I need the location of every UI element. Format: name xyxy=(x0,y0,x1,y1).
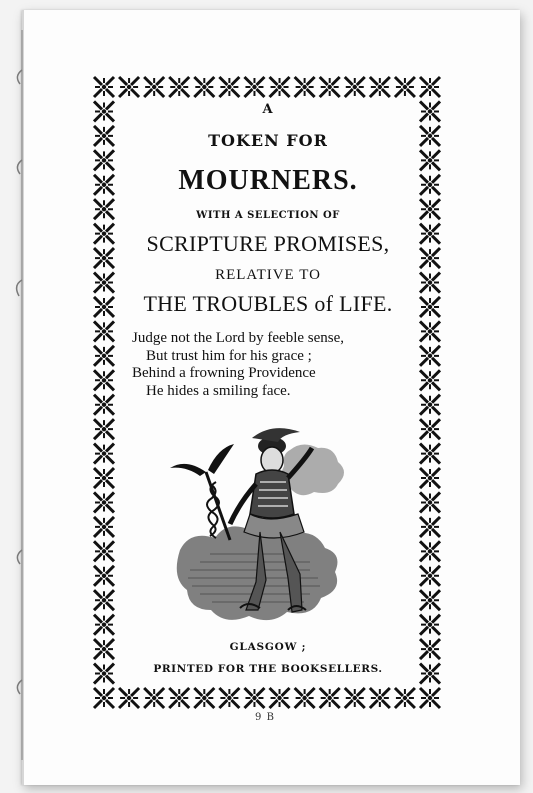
border-ornament xyxy=(418,442,442,466)
border-ornament xyxy=(92,344,116,368)
border-ornament xyxy=(368,686,392,710)
verse-line: Behind a frowning Providence xyxy=(132,365,316,381)
title-line-1: TOKEN FOR xyxy=(208,131,328,150)
border-ornament xyxy=(142,686,166,710)
border-ornament xyxy=(343,75,367,99)
border-ornament xyxy=(418,222,442,246)
border-ornament xyxy=(167,686,191,710)
border-ornament xyxy=(192,686,216,710)
imprint-printer: PRINTED FOR THE BOOKSELLERS. xyxy=(153,663,383,675)
border-ornament xyxy=(92,686,116,710)
border-ornament xyxy=(192,75,216,99)
border-ornament xyxy=(92,442,116,466)
border-ornament xyxy=(92,124,116,148)
border-ornament xyxy=(418,75,442,99)
border-ornament xyxy=(418,637,442,661)
border-ornament xyxy=(418,295,442,319)
border-ornament xyxy=(142,75,166,99)
border-ornament xyxy=(418,466,442,490)
border-ornament xyxy=(418,148,442,172)
border-ornament xyxy=(242,75,266,99)
verse-line: He hides a smiling face. xyxy=(146,382,291,399)
border-ornament xyxy=(117,75,141,99)
border-ornament xyxy=(318,75,342,99)
border-ornament xyxy=(293,75,317,99)
border-ornament xyxy=(418,246,442,270)
border-ornament xyxy=(92,271,116,295)
title-block xyxy=(118,102,418,316)
border-ornament xyxy=(92,148,116,172)
subtitle-line-4: THE TROUBLES of LIFE. xyxy=(143,291,393,316)
border-ornament xyxy=(92,197,116,221)
border-ornament xyxy=(293,686,317,710)
border-ornament xyxy=(418,271,442,295)
border-ornament xyxy=(92,564,116,588)
verse-line: But trust him for his grace ; xyxy=(146,347,312,364)
signature-mark: 9 B xyxy=(255,712,275,723)
border-ornament xyxy=(217,686,241,710)
border-ornament xyxy=(418,99,442,123)
border-ornament xyxy=(418,124,442,148)
title-line-2: MOURNERS. xyxy=(178,165,358,196)
border-ornament xyxy=(92,539,116,563)
border-ornament xyxy=(418,564,442,588)
border-ornament xyxy=(92,637,116,661)
border-ornament xyxy=(92,246,116,270)
border-ornament xyxy=(268,75,292,99)
border-ornament xyxy=(92,368,116,392)
border-ornament xyxy=(343,686,367,710)
border-ornament xyxy=(418,417,442,441)
border-ornament xyxy=(242,686,266,710)
border-ornament xyxy=(418,686,442,710)
border-ornament xyxy=(92,490,116,514)
border-ornament xyxy=(418,662,442,686)
border-ornament xyxy=(92,75,116,99)
border-ornament xyxy=(92,613,116,637)
border-ornament xyxy=(92,173,116,197)
verse-line: Judge not the Lord by feeble sense, xyxy=(132,330,345,346)
border-ornament xyxy=(92,99,116,123)
mercury-woodcut-illustration xyxy=(160,420,370,632)
title-article: A xyxy=(262,102,274,117)
border-ornament xyxy=(418,588,442,612)
border-ornament xyxy=(92,662,116,686)
border-ornament xyxy=(217,75,241,99)
border-ornament xyxy=(418,490,442,514)
epigraph-verse xyxy=(132,330,422,400)
border-ornament xyxy=(92,417,116,441)
border-ornament xyxy=(418,173,442,197)
border-ornament xyxy=(393,75,417,99)
border-ornament xyxy=(268,686,292,710)
border-ornament xyxy=(167,75,191,99)
border-ornament xyxy=(393,686,417,710)
border-ornament xyxy=(92,222,116,246)
imprint-place: GLASGOW ; xyxy=(229,641,307,653)
binding-thread xyxy=(10,30,28,760)
border-ornament xyxy=(117,686,141,710)
border-ornament xyxy=(92,295,116,319)
subtitle-line-3: RELATIVE TO xyxy=(215,267,321,283)
border-ornament xyxy=(318,686,342,710)
imprint xyxy=(118,640,418,676)
border-ornament xyxy=(92,393,116,417)
border-ornament xyxy=(418,515,442,539)
border-ornament xyxy=(92,466,116,490)
border-ornament xyxy=(368,75,392,99)
border-ornament xyxy=(92,319,116,343)
subtitle-line-2: SCRIPTURE PROMISES, xyxy=(146,231,390,256)
border-ornament xyxy=(92,515,116,539)
border-ornament xyxy=(418,613,442,637)
border-ornament xyxy=(418,197,442,221)
subtitle-line-1: WITH A SELECTION OF xyxy=(196,210,340,221)
border-ornament xyxy=(418,539,442,563)
border-ornament xyxy=(92,588,116,612)
